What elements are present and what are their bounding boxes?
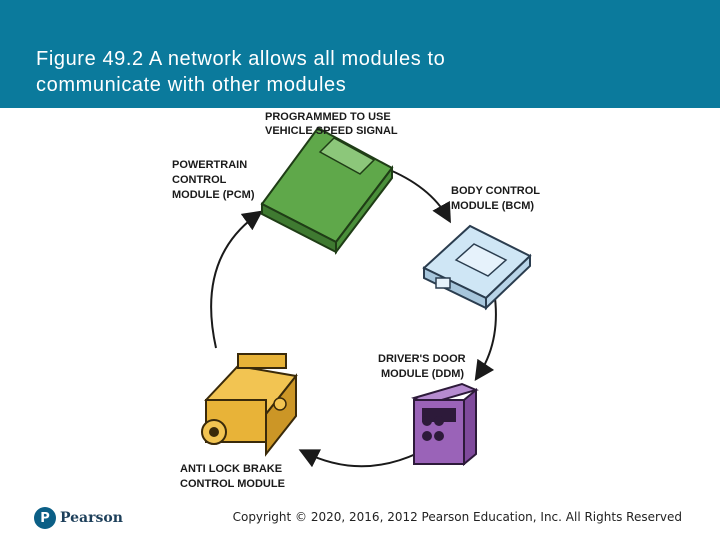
label-abs-line-1: ANTI LOCK BRAKE xyxy=(180,463,283,475)
label-abs-line-2: CONTROL MODULE xyxy=(180,478,285,490)
pearson-logo xyxy=(34,506,123,530)
pcm-module-image xyxy=(262,128,392,252)
label-ddm-line-1: DRIVER'S DOOR xyxy=(378,353,466,365)
ddm-module-image xyxy=(414,384,476,464)
arrow-ddm-to-abs xyxy=(304,452,418,466)
label-pcm-line-3: MODULE (PCM) xyxy=(172,189,255,201)
arrow-bcm-to-ddm xyxy=(478,298,496,376)
bcm-module-image xyxy=(424,226,530,308)
abs-module-image xyxy=(202,354,296,454)
network-diagram xyxy=(0,108,720,500)
network-diagram-svg xyxy=(0,108,720,500)
title-bar xyxy=(0,0,720,108)
pearson-logo-icon: P xyxy=(34,507,56,529)
pearson-logo-text: Pearson xyxy=(60,510,123,526)
label-programmed-line-2: VEHICLE SPEED SIGNAL xyxy=(265,125,398,137)
label-pcm-line-1: POWERTRAIN xyxy=(172,159,248,171)
label-programmed-line-1: PROGRAMMED TO USE xyxy=(265,111,391,123)
slide-title-line-1: Figure 49.2 A network allows all modules to xyxy=(36,48,446,70)
copyright-notice: Copyright © 2020, 2016, 2012 Pearson Education, Inc. All Rights Reserved xyxy=(232,510,682,524)
label-bcm-line-1: BODY CONTROL xyxy=(451,185,541,197)
label-bcm-line-2: MODULE (BCM) xyxy=(451,200,535,212)
arrow-pcm-to-bcm xyxy=(385,168,448,218)
arrow-abs-to-pcm xyxy=(211,214,258,348)
slide-title xyxy=(36,46,676,98)
label-ddm-line-2: MODULE (DDM) xyxy=(381,368,465,380)
slide-title-line-2: communicate with other modules xyxy=(36,74,347,96)
label-pcm-line-2: CONTROL xyxy=(172,174,227,186)
